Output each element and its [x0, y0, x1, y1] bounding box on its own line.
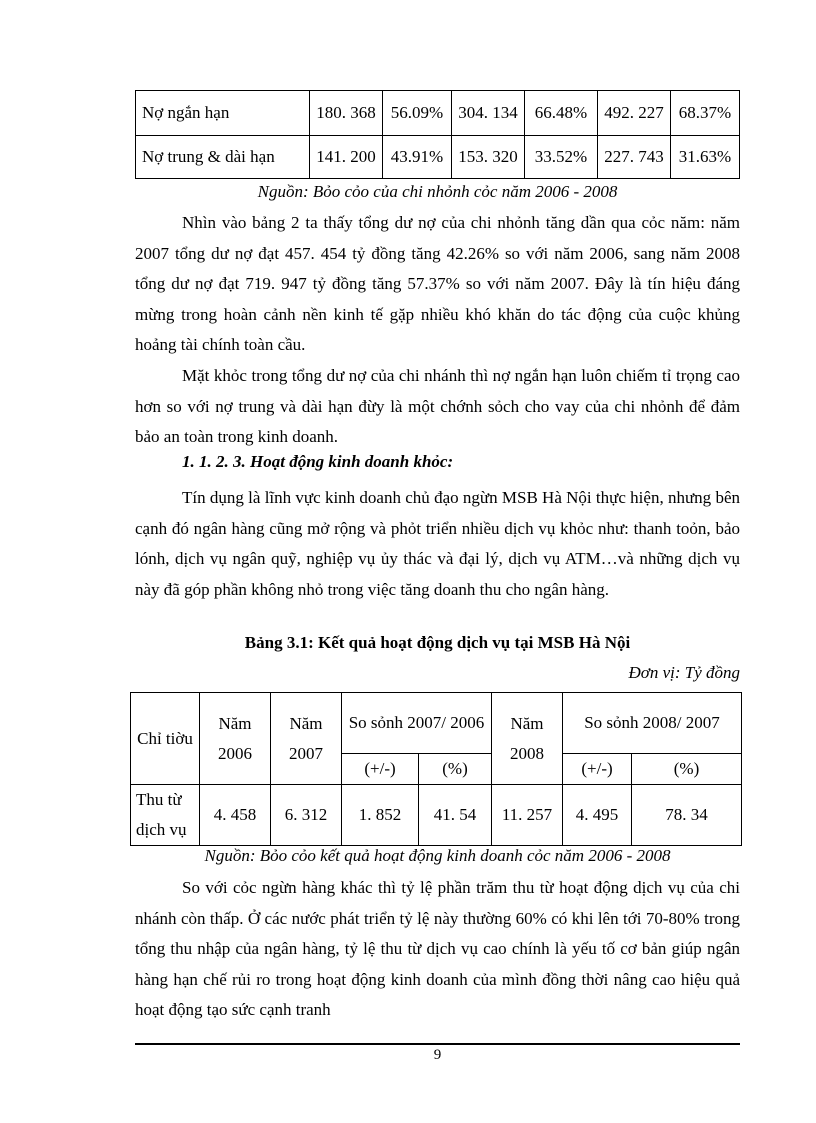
cell-2008-value: 227. 743 [598, 136, 671, 179]
subheader-abs-2: (+/-) [563, 754, 632, 785]
header-year-2007: Năm 2007 [271, 693, 342, 785]
header-year-2008: Năm 2008 [492, 693, 563, 785]
page-number: 9 [433, 1047, 442, 1063]
debt-table-source: Nguồn: Bỏo cỏo của chi nhỏnh cỏc năm 2006 - 2008 [257, 182, 618, 201]
cell-2008-percent: 68.37% [671, 91, 740, 136]
header-compare-2007-2006: So sỏnh 2007/ 2006 [342, 693, 492, 754]
subheader-pct-1: (%) [419, 754, 492, 785]
header-chitieu: Chỉ tiờu [131, 693, 200, 785]
table-row [136, 91, 740, 136]
unit-label: Đơn vị: Tỷ đồng [628, 663, 740, 682]
cell-2007-value: 153. 320 [452, 136, 525, 179]
subheader-pct-2: (%) [632, 754, 742, 785]
table-row [131, 785, 742, 846]
paragraph-text: Nhìn vào bảng 2 ta thấy tổng dư nợ của chi nhỏnh tăng dần qua cỏc năm: năm 2007 tổng dư nợ đạt 457. 454 tỷ đồng tăng 42.26% so với năm 2006, sang năm 2008 tổng dư nợ đạt 719. 947 tỷ đồng tăng 57.37% so với năm 2007. Đây là tín hiệu đáng mừng trong hoàn cảnh nền kinh tế gặp nhiều khó khăn do tác động của cuộc khủng hoảng tài chính toàn cầu. [135, 213, 740, 354]
cell-2007-percent: 33.52% [525, 136, 598, 179]
cell-2006: 4. 458 [200, 785, 271, 846]
row-label: Thu từ dịch vụ [131, 785, 200, 846]
cell-2008-value: 492. 227 [598, 91, 671, 136]
cell-pct-2: 78. 34 [632, 785, 742, 846]
header-compare-2008-2007: So sỏnh 2008/ 2007 [563, 693, 742, 754]
paragraph-text: Tín dụng là lĩnh vực kinh doanh chủ đạo ngừn MSB Hà Nội thực hiện, nhưng bên cạnh đó ngân hàng cũng mở rộng và phỏt triển nhiều dịch vụ khỏc như: thanh toỏn, bảo lónh, dịch vụ ngân quỹ, nghiệp vụ ủy thác và đại lý, dịch vụ ATM…và những dịch vụ này đã góp phần không nhỏ trong việc tăng doanh thu cho ngân hàng. [135, 488, 740, 599]
debt-structure-table [135, 90, 740, 179]
cell-2007-percent: 66.48% [525, 91, 598, 136]
table-row [136, 136, 740, 179]
paragraph-text: So với cỏc ngừn hàng khác thì tỷ lệ phần trăm thu từ hoạt động dịch vụ của chi nhánh còn thấp. Ở các nước phát triển tỷ lệ này thường 60% có khi lên tới 70-80% trong tổng thu nhập của ngân hàng, tỷ lệ thu từ dịch vụ cao chính là yếu tố cơ bản giúp ngân hàng hạn chế rủi ro trong hoạt động kinh doanh của mình đồng thời nâng cao hiệu quả hoạt động tạo sức cạnh tranh [135, 878, 740, 1019]
section-heading: 1. 1. 2. 3. Hoạt động kinh doanh khỏc: [182, 452, 454, 471]
cell-2006-value: 180. 368 [310, 91, 383, 136]
cell-2008: 11. 257 [492, 785, 563, 846]
subheader-abs-1: (+/-) [342, 754, 419, 785]
cell-2007-value: 304. 134 [452, 91, 525, 136]
cell-2008-percent: 31.63% [671, 136, 740, 179]
paragraph-other-services [135, 483, 740, 605]
cell-2007: 6. 312 [271, 785, 342, 846]
service-table-source: Nguồn: Bỏo cỏo kết quả hoạt động kinh doanh cỏc năm 2006 - 2008 [204, 846, 671, 865]
header-year-2006: Năm 2006 [200, 693, 271, 785]
service-results-table [130, 692, 742, 846]
cell-abs-2: 4. 495 [563, 785, 632, 846]
row-label: Nợ ngắn hạn [136, 91, 310, 136]
paragraph-debt-growth [135, 208, 740, 361]
row-label: Nợ trung & dài hạn [136, 136, 310, 179]
cell-pct-1: 41. 54 [419, 785, 492, 846]
cell-2006-percent: 56.09% [383, 91, 452, 136]
cell-2006-percent: 43.91% [383, 136, 452, 179]
cell-2006-value: 141. 200 [310, 136, 383, 179]
paragraph-service-share [135, 873, 740, 1026]
cell-abs-1: 1. 852 [342, 785, 419, 846]
paragraph-text: Mặt khỏc trong tổng dư nợ của chi nhánh thì nợ ngắn hạn luôn chiếm tỉ trọng cao hơn so với nợ trung và dài hạn đừy là một chớnh sỏch cho vay của chi nhỏnh để đảm bảo an toàn trong kinh doanh. [135, 366, 740, 446]
table-title: Bảng 3.1: Kết quả hoạt động dịch vụ tại MSB Hà Nội [244, 633, 631, 652]
footer-divider [135, 1043, 740, 1045]
table-header-row [131, 693, 742, 754]
paragraph-debt-share [135, 361, 740, 453]
